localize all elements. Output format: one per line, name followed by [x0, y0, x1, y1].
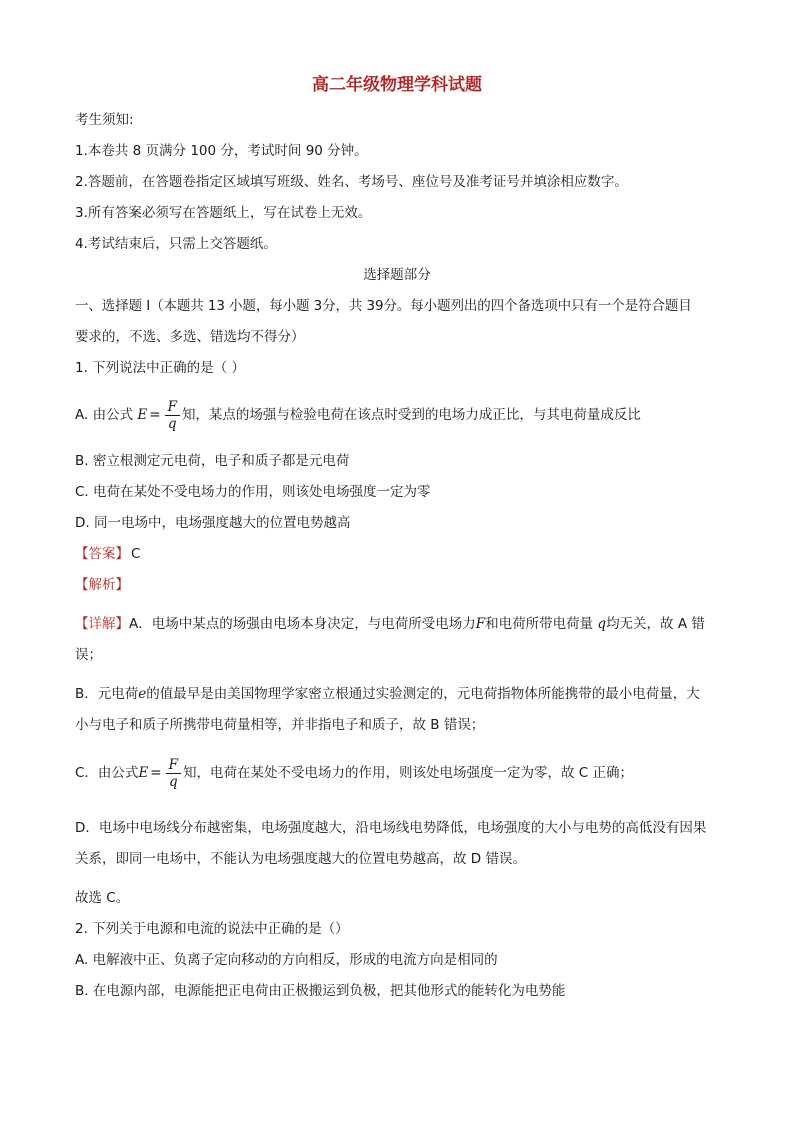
detail-c-formula-e: E [138, 765, 149, 781]
section-heading: 选择题部分 [363, 267, 431, 283]
detail-b-symbol-e: e [138, 686, 147, 702]
q1-analysis-heading [75, 575, 129, 595]
detail-c-formula-fraction [166, 757, 181, 790]
q1-option-a-prefix: A. 由公式 [75, 407, 134, 423]
q1-option-a-suffix: 知，某点的场强与检验电荷在该点时受到的电场力成正比，与其电荷量成反比 [181, 407, 641, 423]
q1-option-b: B. 密立根测定元电荷，电子和质子都是元电荷 [75, 453, 350, 469]
notice-item-2: 2.答题前，在答题卷指定区域填写班级、姓名、考场号、座位号及准考证号并填涂相应数字。 [75, 174, 628, 190]
q1-stem: 1. 下列说法中正确的是（ ） [75, 360, 245, 376]
q1-detail-a-cont: 误； [75, 647, 102, 663]
q1-detail-a [75, 614, 705, 634]
detail-label: 【详解】 [75, 616, 129, 632]
q2-option-a: A. 电解液中正、负离子定向移动的方向相反，形成的电流方向是相同的 [75, 952, 498, 968]
part1-instruction-line1: 一、选择题 Ⅰ（本题共 13 小题，每小题 3分，共 39分。每小题列出的四个备选项中只有一个是符合题目 [75, 298, 692, 314]
formula-e-symbol: E [137, 407, 148, 423]
part1-instruction-line2: 要求的，不选、多选、错选均不得分） [75, 329, 305, 345]
answer-label: 【答案】 [75, 546, 129, 562]
analysis-label: 【解析】 [75, 577, 129, 593]
q1-detail-b [75, 684, 700, 704]
q1-detail-d-cont: 关系，即同一电场中，不能认为电场强度越大的位置电势越高，故 D 错误。 [75, 851, 526, 867]
detail-a-symbol-q: q [597, 616, 607, 632]
q1-answer [75, 544, 140, 564]
q1-conclusion: 故选 C。 [75, 890, 130, 906]
formula-fraction [165, 399, 180, 432]
q1-option-d: D. 同一电场中，电场强度越大的位置电势越高 [75, 515, 351, 531]
detail-c-denominator: q [168, 773, 178, 790]
q2-stem: 2. 下列关于电源和电流的说法中正确的是（） [75, 921, 349, 937]
detail-c-text-2: 知，电荷在某处不受电场力的作用，则该处电场强度一定为零，故 C 正确； [182, 765, 633, 781]
detail-a-text-3: 均无关，故 A 错 [606, 616, 705, 632]
q1-detail-b-cont: 小与电子和质子所携带电荷量相等，并非指电子和质子，故 B 错误； [75, 717, 485, 733]
notice-item-1: 1.本卷共 8 页满分 100 分，考试时间 90 分钟。 [75, 143, 368, 159]
detail-a-text-1: A．电场中某点的场强由电场本身决定，与电荷所受电场力 [129, 616, 476, 632]
page-title: 高二年级物理学科试题 [312, 75, 482, 95]
detail-c-numerator: F [166, 757, 181, 774]
detail-b-text-1: B．元电荷 [75, 686, 139, 702]
detail-b-text-2: 的值最早是由美国物理学家密立根通过实验测定的，元电荷指物体所能携带的最小电荷量，大 [146, 686, 700, 702]
q1-detail-d: D．电场中电场线分布越密集，电场强度越大，沿电场线电势降低，电场强度的大小与电势的高低没有因果 [75, 820, 707, 836]
detail-c-formula-equals: = [150, 765, 162, 781]
q1-option-a [75, 398, 641, 432]
notice-item-4: 4.考试结束后，只需上交答题纸。 [75, 236, 277, 252]
detail-a-text-2: 和电荷所带电荷量 [485, 616, 594, 632]
detail-a-symbol-f: F [475, 616, 486, 632]
formula-denominator: q [167, 415, 177, 432]
answer-value: C [131, 546, 141, 562]
formula-equals: = [149, 407, 161, 423]
notice-heading: 考生须知: [75, 112, 134, 128]
detail-c-text-1: C．由公式 [75, 765, 139, 781]
q1-detail-c [75, 756, 633, 790]
q1-option-c: C. 电荷在某处不受电场力的作用，则该处电场强度一定为零 [75, 484, 431, 500]
q2-option-b: B. 在电源内部，电源能把正电荷由正极搬运到负极，把其他形式的能转化为电势能 [75, 983, 566, 999]
notice-item-3: 3.所有答案必须写在答题纸上，写在试卷上无效。 [75, 205, 372, 221]
formula-numerator: F [165, 399, 180, 416]
